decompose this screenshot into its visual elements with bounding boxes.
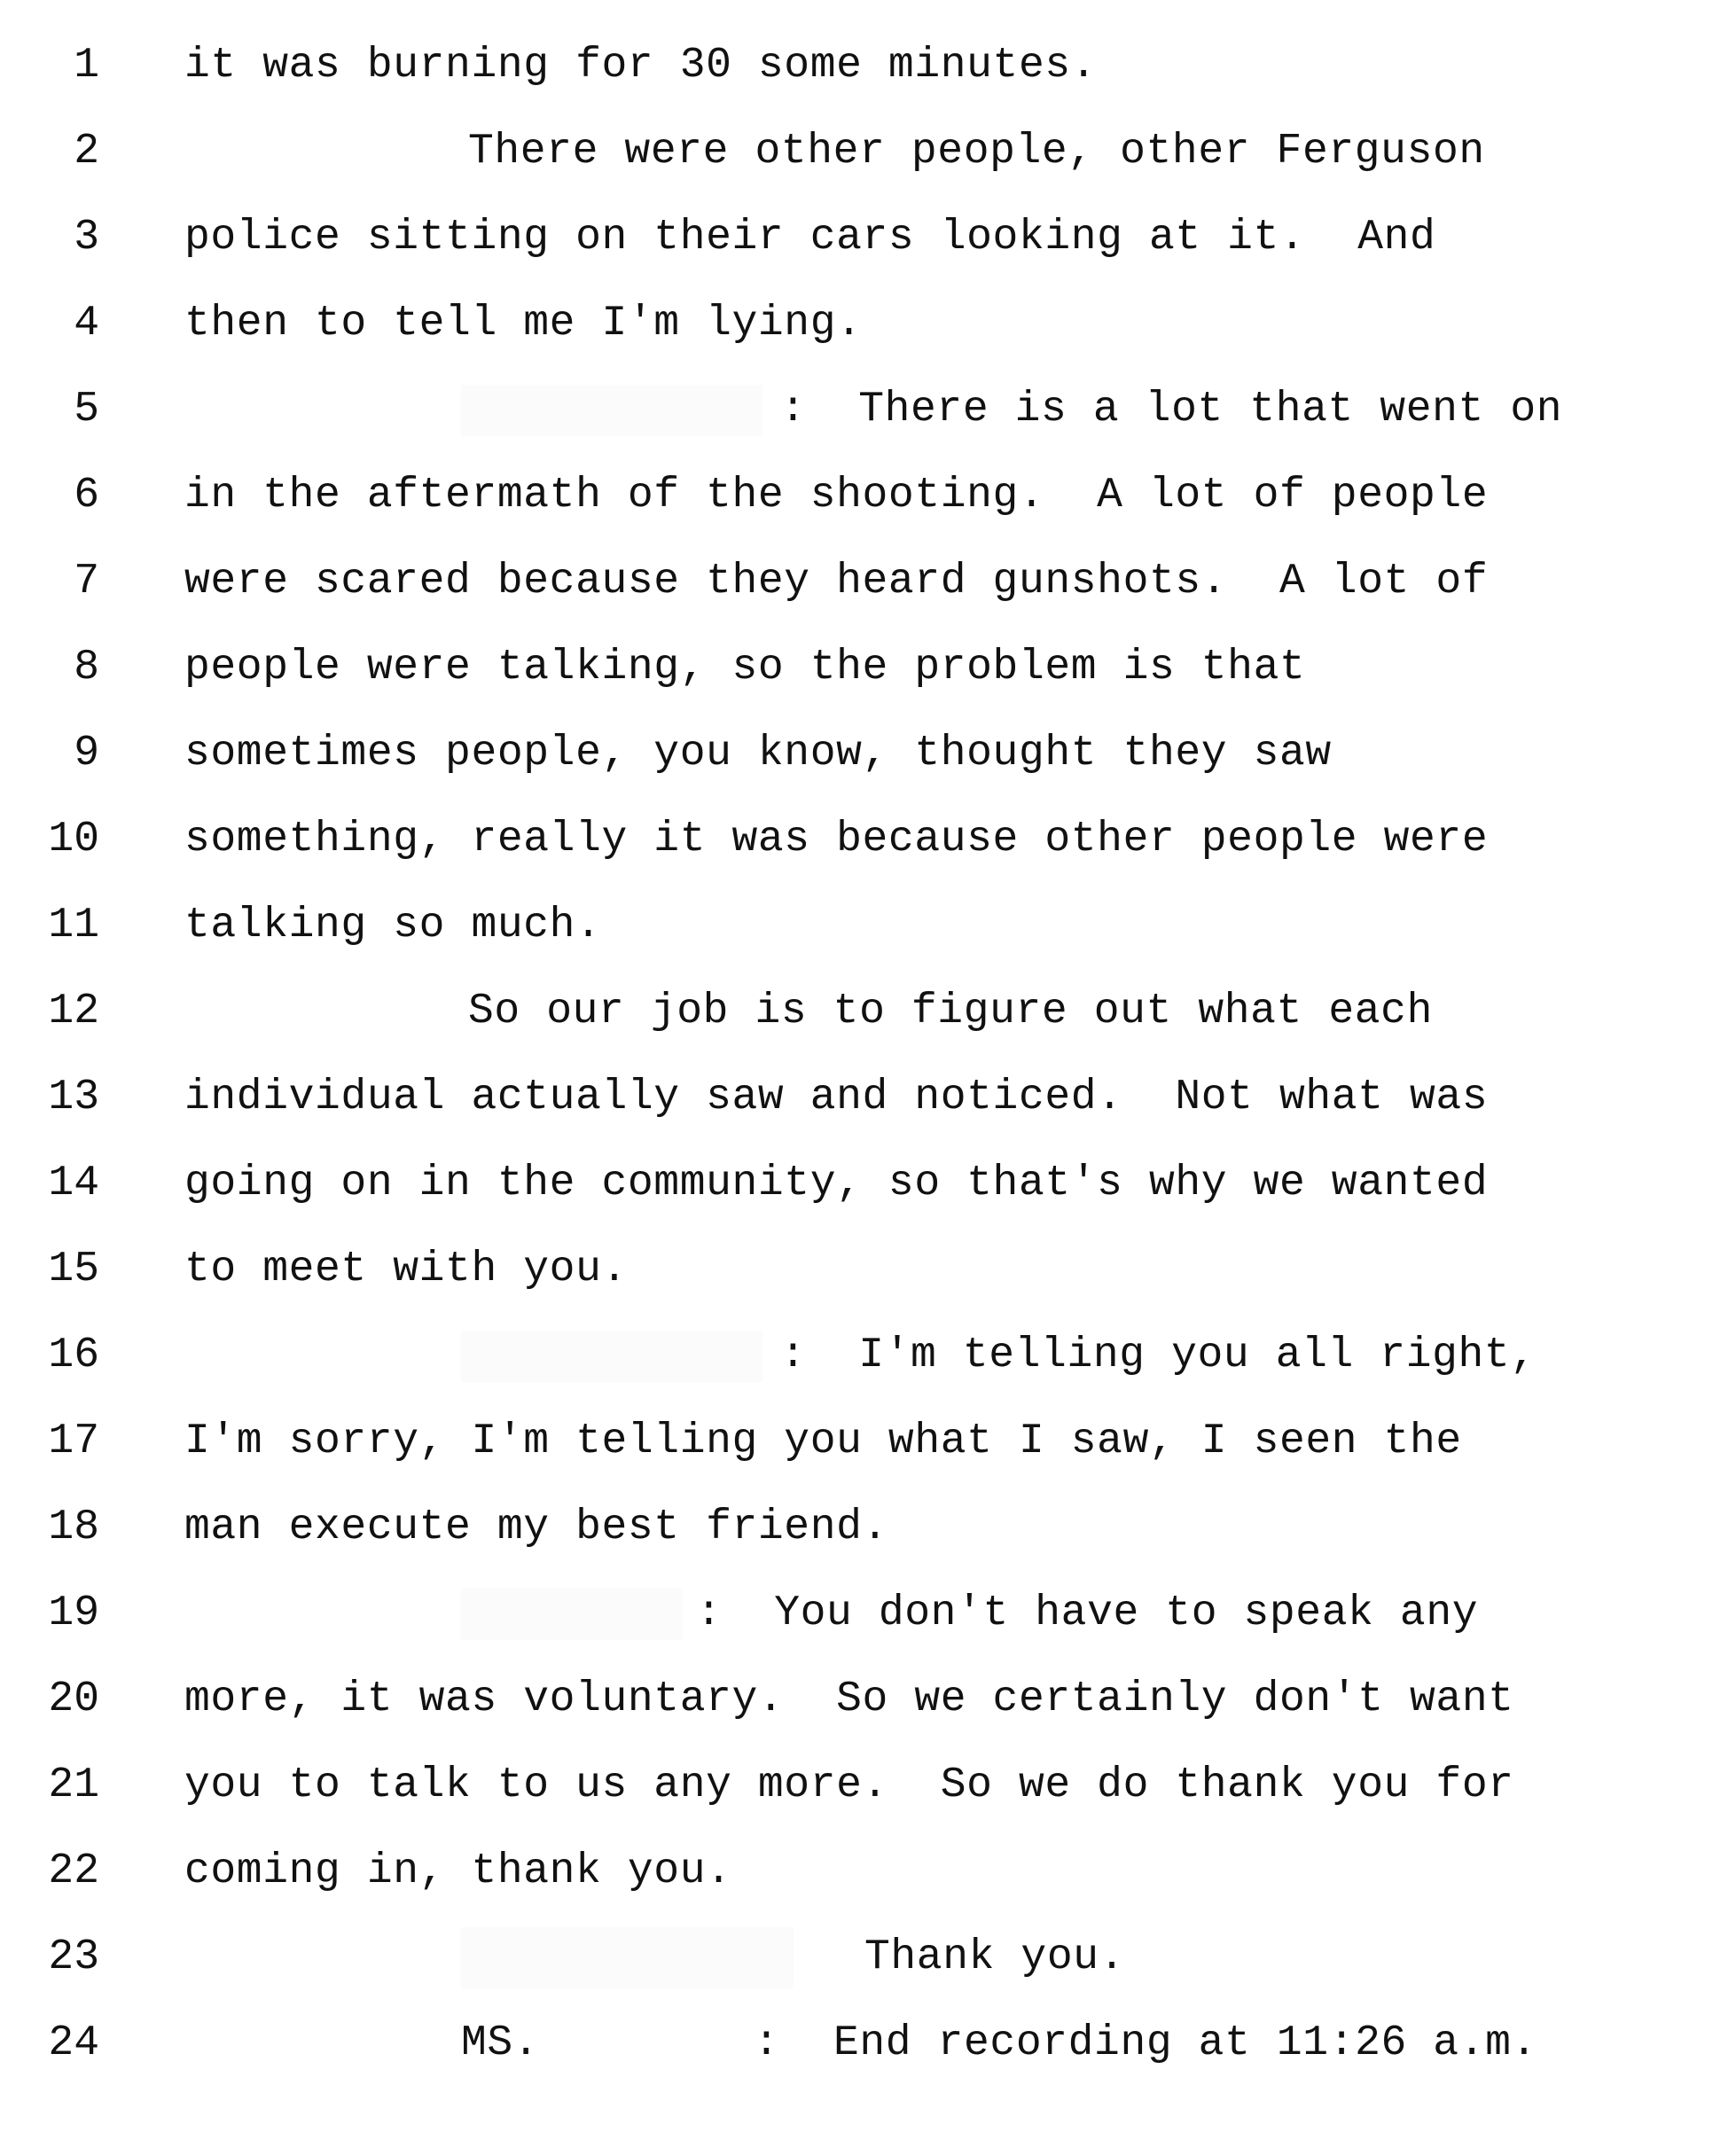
transcript-line — [0, 1574, 1736, 1660]
transcript-line — [0, 800, 1736, 886]
line-text: : I'm telling you all right, — [780, 1332, 1537, 1379]
line-number: 8 — [74, 644, 99, 691]
transcript-line — [0, 371, 1736, 457]
line-text: to meet with you. — [184, 1246, 628, 1293]
line-number: 23 — [48, 1933, 99, 1981]
transcript-line — [0, 886, 1736, 972]
line-text: then to tell me I'm lying. — [184, 300, 863, 348]
transcript-line — [0, 1746, 1736, 1832]
line-number: 21 — [48, 1761, 99, 1809]
transcript-line — [0, 1488, 1736, 1574]
line-number: 18 — [48, 1503, 99, 1551]
line-number: 15 — [48, 1246, 99, 1293]
transcript-line — [0, 285, 1736, 371]
transcript-line — [0, 1660, 1736, 1746]
line-text: individual actually saw and noticed. Not what was — [184, 1074, 1489, 1121]
line-number: 7 — [74, 558, 99, 605]
line-number: 13 — [48, 1074, 99, 1121]
redacted-speaker-name — [461, 1331, 762, 1382]
transcript-line — [0, 972, 1736, 1058]
line-text: going on in the community, so that's why we wanted — [184, 1160, 1489, 1207]
line-number: 9 — [74, 730, 99, 777]
redacted-speaker-name — [461, 385, 762, 436]
line-text: something, really it was because other people were — [184, 816, 1489, 863]
line-number: 20 — [48, 1675, 99, 1723]
line-text: : There is a lot that went on — [780, 386, 1563, 433]
line-text: you to talk to us any more. So we do thank you for — [184, 1761, 1514, 1809]
line-number: 10 — [48, 816, 99, 863]
line-text: : You don't have to speak any — [696, 1589, 1479, 1637]
line-text: in the aftermath of the shooting. A lot of people — [184, 472, 1489, 519]
line-text: it was burning for 30 some minutes. — [184, 42, 1098, 90]
speaker-colon: : — [754, 2019, 780, 2067]
line-text: Thank you. — [864, 1933, 1126, 1981]
line-number: 11 — [48, 902, 99, 949]
line-text: more, it was voluntary. So we certainly don't want — [184, 1675, 1514, 1723]
transcript-line — [0, 1058, 1736, 1144]
line-number: 12 — [48, 988, 99, 1035]
transcript-line — [0, 113, 1736, 199]
redacted-speaker-name — [461, 1927, 794, 1989]
transcript-line — [0, 457, 1736, 543]
transcript-line — [0, 1230, 1736, 1316]
line-text: people were talking, so the problem is that — [184, 644, 1306, 691]
transcript-line — [0, 1832, 1736, 1918]
transcript-line — [0, 1402, 1736, 1488]
line-text: man execute my best friend. — [184, 1503, 888, 1551]
line-number: 6 — [74, 472, 99, 519]
line-number: 14 — [48, 1160, 99, 1207]
line-number: 22 — [48, 1847, 99, 1895]
line-text: So our job is to figure out what each — [468, 988, 1433, 1035]
line-number: 1 — [74, 42, 99, 90]
line-number: 3 — [74, 214, 99, 262]
line-text: There were other people, other Ferguson — [468, 128, 1485, 176]
transcript-line — [0, 629, 1736, 715]
line-text: coming in, thank you. — [184, 1847, 732, 1895]
transcript-line — [0, 715, 1736, 800]
transcript-line — [0, 1316, 1736, 1402]
line-number: 16 — [48, 1332, 99, 1379]
line-number: 5 — [74, 386, 99, 433]
line-number: 2 — [74, 128, 99, 176]
line-text: sometimes people, you know, thought they saw — [184, 730, 1332, 777]
line-text: police sitting on their cars looking at it. And — [184, 214, 1436, 262]
speaker-title: MS. — [461, 2019, 540, 2067]
transcript-line — [0, 27, 1736, 113]
transcript-line — [0, 199, 1736, 285]
line-text: End recording at 11:26 a.m. — [833, 2019, 1537, 2067]
line-text: I'm sorry, I'm telling you what I saw, I seen the — [184, 1417, 1462, 1465]
transcript-line — [0, 1144, 1736, 1230]
line-number: 4 — [74, 300, 99, 348]
transcript-line — [0, 543, 1736, 629]
transcript-line — [0, 2004, 1736, 2090]
redacted-speaker-name — [461, 1589, 683, 1640]
line-number: 19 — [48, 1589, 99, 1637]
line-number: 24 — [48, 2019, 99, 2067]
line-text: talking so much. — [184, 902, 602, 949]
line-text: were scared because they heard gunshots. A lot of — [184, 558, 1489, 605]
line-number: 17 — [48, 1417, 99, 1465]
transcript-line — [0, 1918, 1736, 2004]
